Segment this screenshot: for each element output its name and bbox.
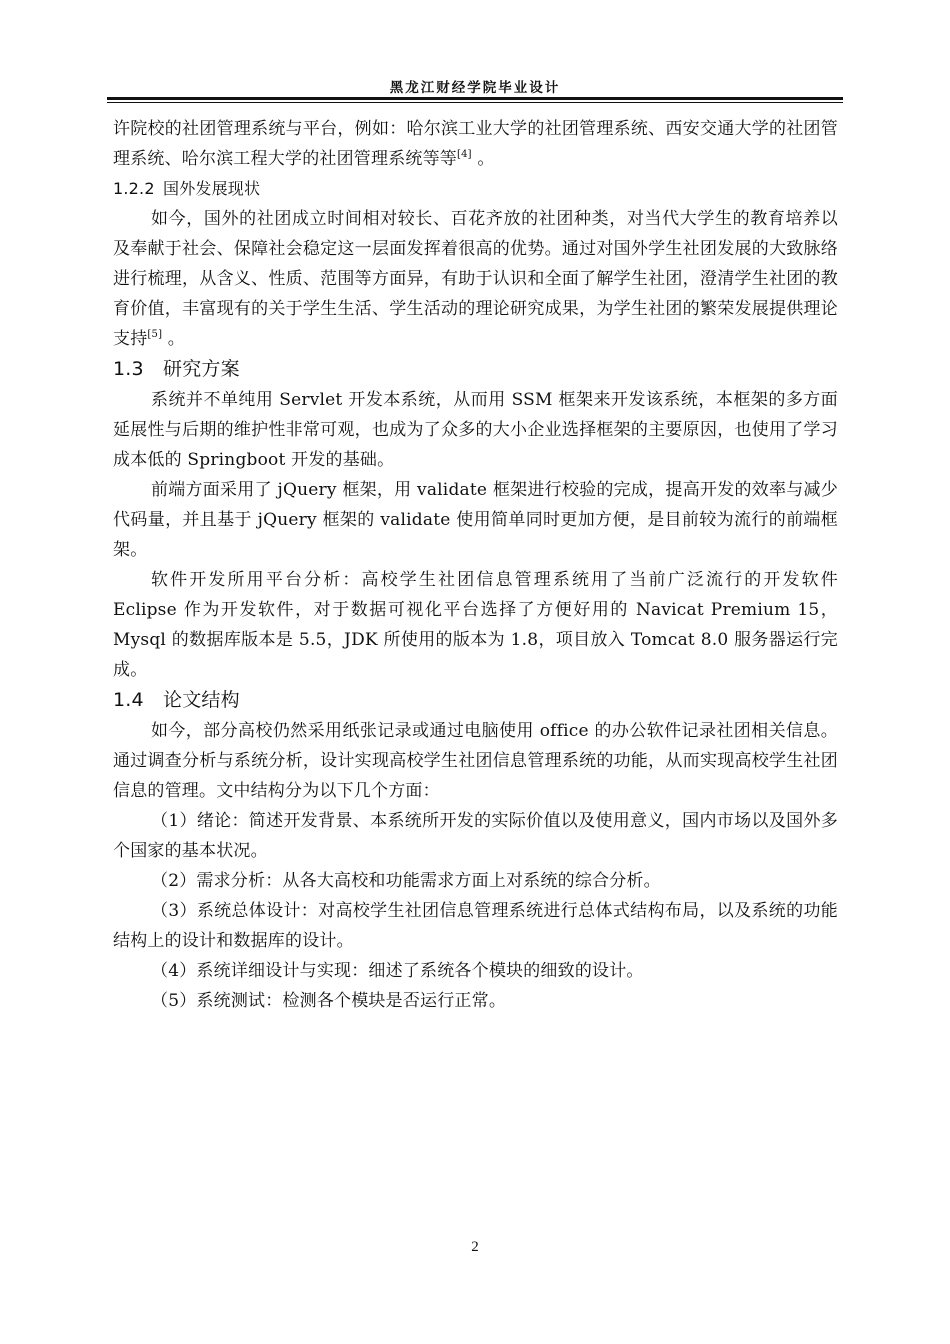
paragraph: 系统并不单纯用 Servlet 开发本系统，从而用 SSM 框架来开发该系统，本框架的多方面延展性与后期的维护性非常可观，也成为了众多的大小企业选择框架的主要原因，也使用了学习成本低的 Springboot 开发的基础。 [113, 390, 838, 470]
paragraph-end: 。 [471, 149, 495, 169]
section-title: 研究方案 [163, 358, 240, 380]
section-number: 1.2.2 [113, 179, 155, 198]
paragraph: 软件开发所用平台分析：高校学生社团信息管理系统用了当前广泛流行的开发软件 Eclipse 作为开发软件，对于数据可视化平台选择了方便好用的 Navicat Premium 15，Mysql 的数据库版本是 5.5，JDK 所使用的版本为 1.8，项目放入 Tomcat 8.0 服务器运行完成。 [113, 570, 838, 680]
list-item: （4）系统详细设计与实现：细述了系统各个模块的细致的设计。 [151, 961, 644, 981]
page-body [113, 114, 838, 1016]
section-number: 1.3 [113, 358, 144, 380]
citation-ref: [5] [147, 329, 163, 340]
paragraph-end: 。 [162, 329, 185, 349]
list-item: （1）绪论：简述开发背景、本系统所开发的实际价值以及使用意义，国内市场以及国外多个国家的基本状况。 [113, 811, 838, 861]
citation-ref: [4] [457, 149, 472, 160]
section-heading-1-4 [113, 685, 838, 716]
section-number: 1.4 [113, 689, 144, 711]
section-heading-1-2-2 [113, 174, 838, 204]
section-heading-1-3 [113, 354, 838, 385]
header-thin-rule [107, 102, 843, 103]
page-number: 2 [471, 1239, 479, 1255]
section-title: 国外发展现状 [163, 179, 261, 198]
paragraph [113, 204, 838, 354]
list-item: （5）系统测试：检测各个模块是否运行正常。 [151, 991, 507, 1011]
page-header-title: 黑龙江财经学院毕业设计 [389, 80, 561, 96]
list-item: （2）需求分析：从各大高校和功能需求方面上对系统的综合分析。 [151, 871, 661, 891]
section-title: 论文结构 [163, 689, 240, 711]
paragraph-text: 许院校的社团管理系统与平台，例如：哈尔滨工业大学的社团管理系统、西安交通大学的社团管理系统、哈尔滨工程大学的社团管理系统等等 [113, 119, 838, 169]
paragraph-continued [113, 114, 838, 174]
paragraph: 前端方面采用了 jQuery 框架，用 validate 框架进行校验的完成，提高开发的效率与减少代码量，并且基于 jQuery 框架的 validate 使用简单同时更加方便，是目前较为流行的前端框架。 [113, 480, 838, 560]
paragraph-text: 如今，国外的社团成立时间相对较长、百花齐放的社团种类，对当代大学生的教育培养以及奉献于社会、保障社会稳定这一层面发挥着很高的优势。通过对国外学生社团发展的大致脉络进行梳理，从含义、性质、范围等方面异，有助于认识和全面了解学生社团，澄清学生社团的教育价值，丰富现有的关于学生生活、学生活动的理论研究成果，为学生社团的繁荣发展提供理论支持 [113, 209, 838, 349]
list-item: （3）系统总体设计：对高校学生社团信息管理系统进行总体式结构布局，以及系统的功能结构上的设计和数据库的设计。 [113, 901, 838, 951]
header-thick-rule [107, 97, 843, 100]
paragraph: 如今，部分高校仍然采用纸张记录或通过电脑使用 office 的办公软件记录社团相关信息。通过调查分析与系统分析，设计实现高校学生社团信息管理系统的功能，从而实现高校学生社团信息的管理。文中结构分为以下几个方面： [113, 721, 838, 801]
